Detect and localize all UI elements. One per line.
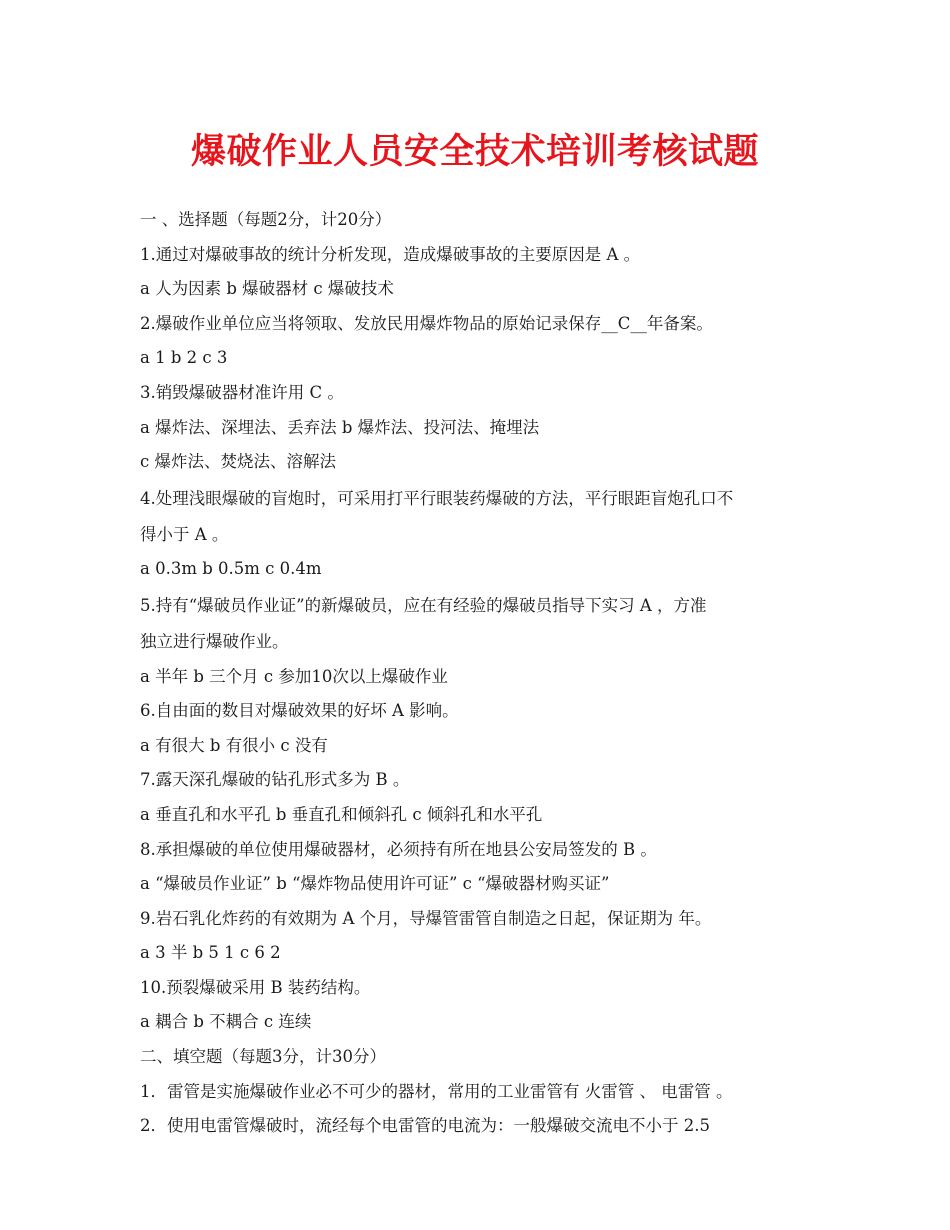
option-line: a 0.3m b 0.5m c 0.4m [140,559,322,579]
document-body [140,203,820,1144]
question-line: 3.销毁爆破器材准许用 C 。 [140,382,344,402]
question-line-continued: 得小于 A 。 [140,524,229,544]
question-line: 1.通过对爆破事故的统计分析发现，造成爆破事故的主要原因是 A 。 [140,244,641,264]
question-line: 2．使用电雷管爆破时，流经每个电雷管的电流为：一般爆破交流电不小于 2.5 [140,1116,710,1136]
option-line: a 3 半 b 5 1 c 6 2 [140,943,281,963]
question-line: 10.预裂爆破采用 B 装药结构。 [140,977,371,997]
question-line: 7.露天深孔爆破的钻孔形式多为 B 。 [140,770,410,790]
section-heading-fill: 二、填空题（每题3分，计30分） [140,1047,386,1067]
question-line: 6.自由面的数目对爆破效果的好坏 A 影响。 [140,701,459,721]
option-line: a “爆破员作业证” b “爆炸物品使用许可证” c “爆破器材购买证” [140,874,610,894]
question-line: 9.岩石乳化炸药的有效期为 A 个月，导爆管雷管自制造之日起，保证期为 年。 [140,908,712,928]
question-line: 2.爆破作业单位应当将领取、发放民用爆炸物品的原始记录保存__C__年备案。 [140,313,713,333]
option-line: a 人为因素 b 爆破器材 c 爆破技术 [140,279,394,299]
document-title: 爆破作业人员安全技术培训考核试题 [190,132,759,172]
option-line: a 有很大 b 有很小 c 没有 [140,735,328,755]
question-line: 8.承担爆破的单位使用爆破器材，必须持有所在地县公安局签发的 B 。 [140,839,657,859]
question-line: 4.处理浅眼爆破的盲炮时，可采用打平行眼装药爆破的方法，平行眼距盲炮孔口不 [140,488,734,508]
option-line: a 爆炸法、深埋法、丢弃法 b 爆炸法、投河法、掩埋法 [140,417,540,437]
question-line: 1．雷管是实施爆破作业必不可少的器材，常用的工业雷管有 火雷管 、 电雷管 。 [140,1081,733,1101]
option-line: a 耦合 b 不耦合 c 连续 [140,1012,312,1032]
option-line: c 爆炸法、焚烧法、溶解法 [140,452,336,472]
option-line: a 垂直孔和水平孔 b 垂直孔和倾斜孔 c 倾斜孔和水平孔 [140,804,543,824]
section-heading-choice: 一 、选择题（每题2分，计20分） [140,210,392,229]
question-line: 5.持有“爆破员作业证”的新爆破员，应在有经验的爆破员指导下实习 A ，方准 [140,595,707,615]
option-line: a 半年 b 三个月 c 参加10次以上爆破作业 [140,666,448,686]
question-line-continued: 独立进行爆破作业。 [140,631,289,651]
option-line: a 1 b 2 c 3 [140,348,228,368]
